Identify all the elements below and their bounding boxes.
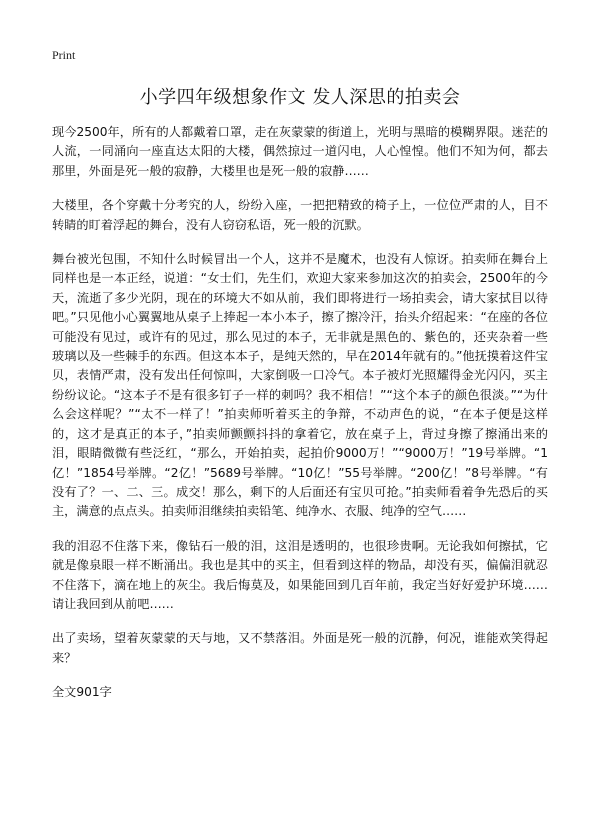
print-link[interactable]: Print xyxy=(52,48,76,62)
word-count: 全文901字 xyxy=(52,685,112,700)
paragraph-1: 现今2500年，所有的人都戴着口罩，走在灰蒙蒙的街道上，光明与黑暗的模糊界限。迷茫的人流，一同涌向一座直达太阳的大楼，偶然掠过一道闪电，人心惶惶。他们不知为何，都去那里，外面是死一般的寂静，大楼里也是死一般的寂静…… xyxy=(52,125,548,178)
paragraph-4: 我的泪忍不住落下来，像钻石一般的泪，这泪是透明的，也很珍贵啊。无论我如何擦拭，它就是像泉眼一样不断涌出。我也是其中的买主，但看到这样的物品，却没有买，偏偏泪就忍不住落下，滴在地上的灰尘。我后悔莫及，如果能回到几百年前，我定当好好爱护环境……请让我回到从前吧…… xyxy=(52,538,548,611)
paragraph-3: 舞台被光包围，不知什么时候冒出一个人，这并不是魔术，也没有人惊讶。拍卖师在舞台上同样也是一本正经，说道：“女士们，先生们，欢迎大家来参加这次的拍卖会，2500年的今天，流逝了多少光阴，现在的环境大不如从前，我们即将进行一场拍卖会，请大家拭目以待吧。”只见他小心翼翼地从桌子上捧起一本小本子，擦了擦冷汗，抬头介绍起来：“在座的各位可能没有见过，或许有的见过，那么见过的本子，无非就是黑色的、紫色的，还夹杂着一些玻璃以及一些棘手的东西。但这本本子，是纯天然的，早在2014年就有的。”他抚摸着这件宝贝，表情严肃，没有发出任何惊叫，大家倒吸一口冷气。本子被灯光照耀得金光闪闪，买主纷纷议论。“这本子不是有很多钉子一样的刺吗？我不相信！”“这个本子的颜色很淡。”“为什么会这样呢？”“太不一样了！”拍卖师听着买主的争辩，不动声色的说，“在本子便是这样的，这才是真正的本子，”拍卖师颤颤抖抖的拿着它，放在桌子上，背过身擦了擦涌出来的泪，眼睛微微有些泛红，“那么，开始拍卖，起拍价9000万！”“9000万！”19号举牌。“1亿！”1854号举牌。“2亿！”5689号举牌。“10亿！”55号举牌。“200亿！”8号举牌。“有没有了？一、二、三。成交！那么，剩下的人后面还有宝贝可抢。”拍卖师看着争先恐后的买主，满意的点点头。拍卖师泪继续拍卖铅笔、纯净水、衣服、纯净的空气…… xyxy=(52,252,548,519)
paragraph-2: 大楼里，各个穿戴十分考究的人，纷纷入座，一把把精致的椅子上，一位位严肃的人，目不转睛的盯着浮起的舞台，没有人窃窃私语，死一般的沉默。 xyxy=(52,198,548,232)
paragraph-5: 出了卖场，望着灰蒙蒙的天与地，又不禁落泪。外面是死一般的沉静，何况，谁能欢笑得起来？ xyxy=(52,631,548,665)
article-title: 小学四年级想象作文 发人深思的拍卖会 xyxy=(139,87,461,108)
article-body xyxy=(52,123,548,668)
